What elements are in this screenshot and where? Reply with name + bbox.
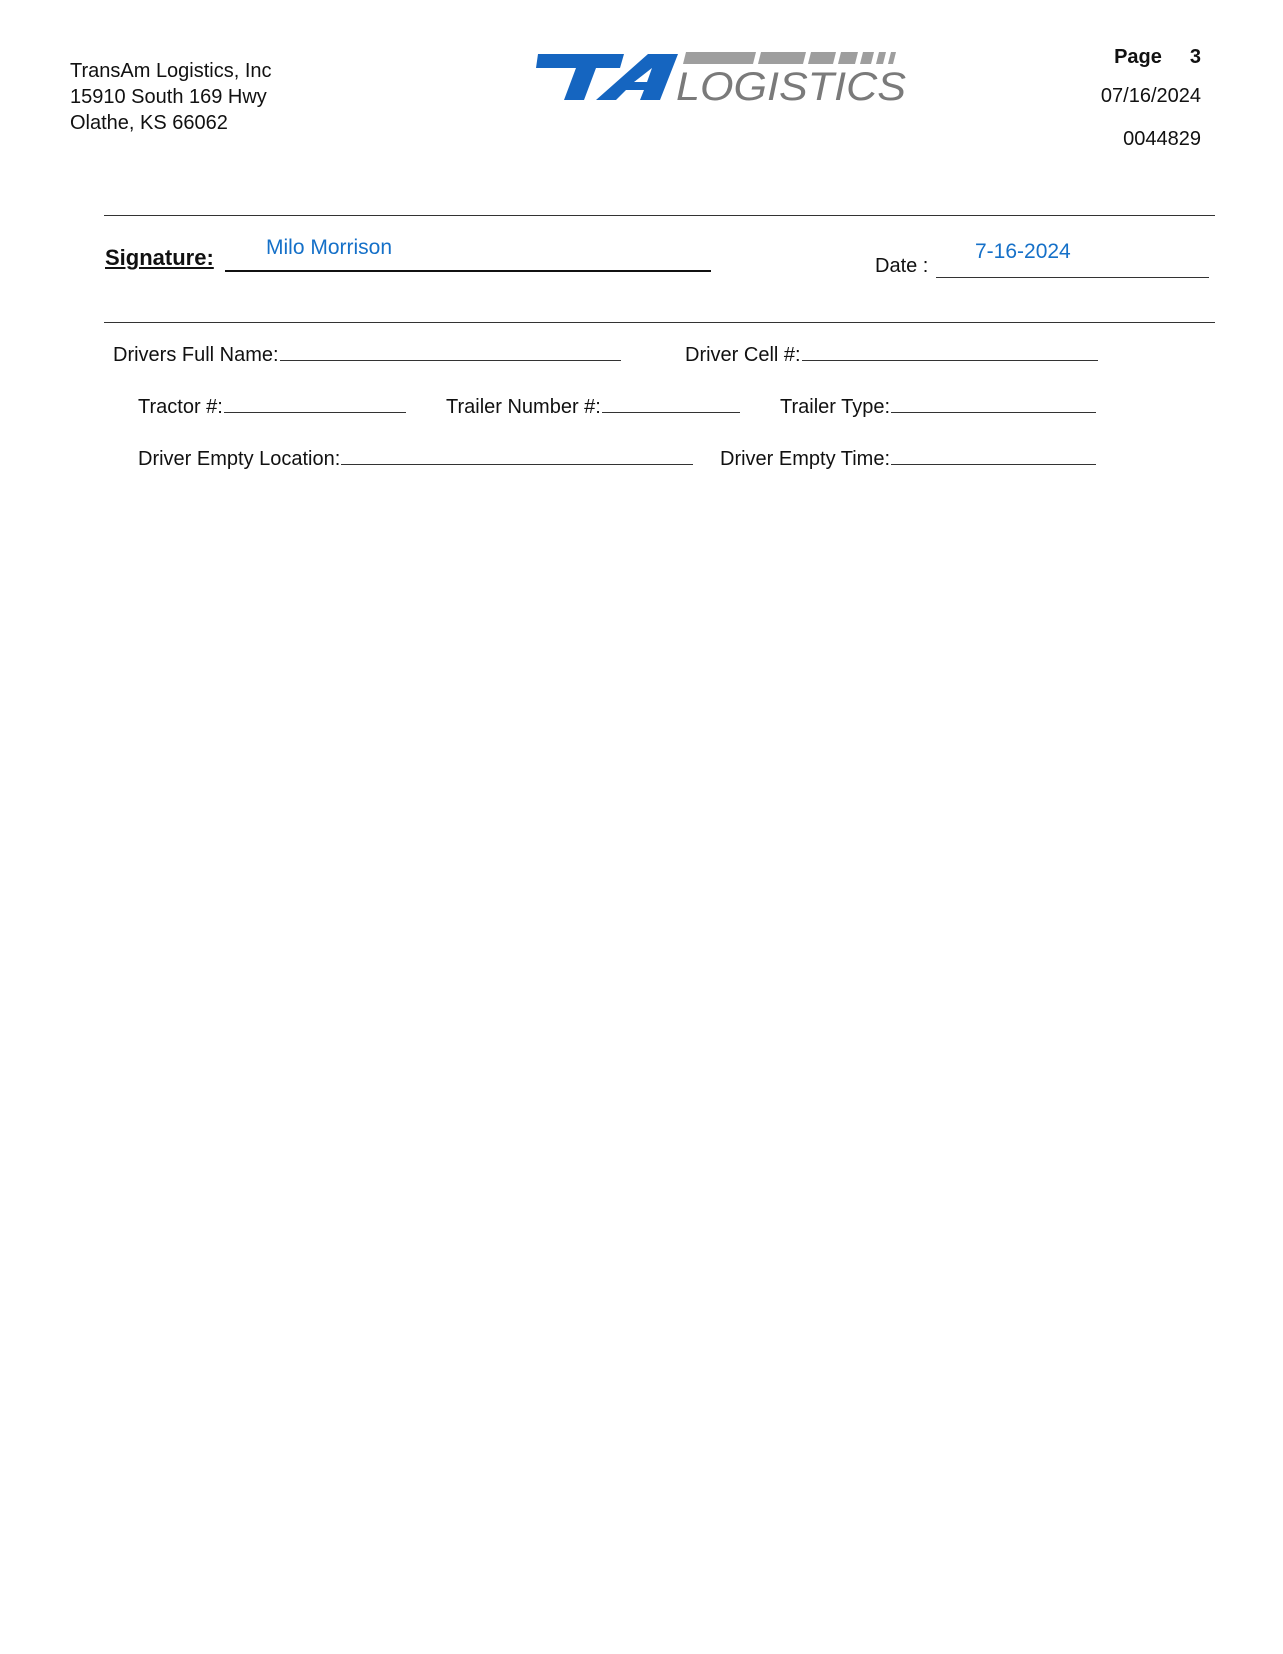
trailer-number-label: Trailer Number #: (446, 396, 601, 418)
company-address (70, 58, 272, 136)
driver-empty-location-field[interactable] (138, 446, 693, 471)
driver-empty-location-blank[interactable] (341, 446, 693, 465)
company-city: Olathe, KS 66062 (70, 112, 228, 134)
header-date: 07/16/2024 (1100, 85, 1201, 107)
page-indicator (1114, 46, 1201, 69)
tractor-field[interactable] (138, 394, 406, 419)
signature-label: Signature: (105, 245, 214, 270)
drivers-full-name-label: Drivers Full Name: (113, 344, 279, 366)
page-number: 3 (1189, 46, 1201, 68)
driver-empty-time-label: Driver Empty Time: (720, 448, 891, 470)
company-name: TransAm Logistics, Inc (70, 60, 272, 82)
divider-middle (104, 322, 1215, 323)
trailer-type-blank[interactable] (891, 394, 1096, 413)
logo-wordmark: LOGISTICS (676, 65, 907, 108)
tractor-blank[interactable] (224, 394, 406, 413)
company-street: 15910 South 169 Hwy (70, 86, 267, 108)
drivers-full-name-field[interactable] (113, 342, 621, 367)
driver-cell-field[interactable] (685, 342, 1098, 367)
driver-empty-location-label: Driver Empty Location: (138, 448, 341, 470)
driver-cell-label: Driver Cell #: (685, 344, 801, 366)
trailer-type-field[interactable] (780, 394, 1096, 419)
driver-empty-time-field[interactable] (720, 446, 1096, 471)
page-label: Page (1114, 46, 1162, 68)
drivers-full-name-blank[interactable] (280, 342, 621, 361)
trailer-type-label: Trailer Type: (780, 396, 891, 418)
trailer-number-blank[interactable] (602, 394, 740, 413)
date-line (936, 277, 1209, 278)
signature-line (225, 270, 711, 272)
tractor-label: Tractor #: (138, 396, 223, 418)
date-value[interactable]: 7-16-2024 (975, 240, 1071, 263)
driver-cell-blank[interactable] (802, 342, 1098, 361)
logo-stripes (683, 52, 896, 64)
divider-top (104, 215, 1215, 216)
signature-value[interactable]: Milo Morrison (266, 236, 393, 259)
driver-empty-time-blank[interactable] (891, 446, 1096, 465)
date-label: Date : (875, 255, 929, 277)
document-number: 0044829 (1123, 128, 1201, 150)
ta-logistics-logo (536, 50, 916, 108)
trailer-number-field[interactable] (446, 394, 740, 419)
